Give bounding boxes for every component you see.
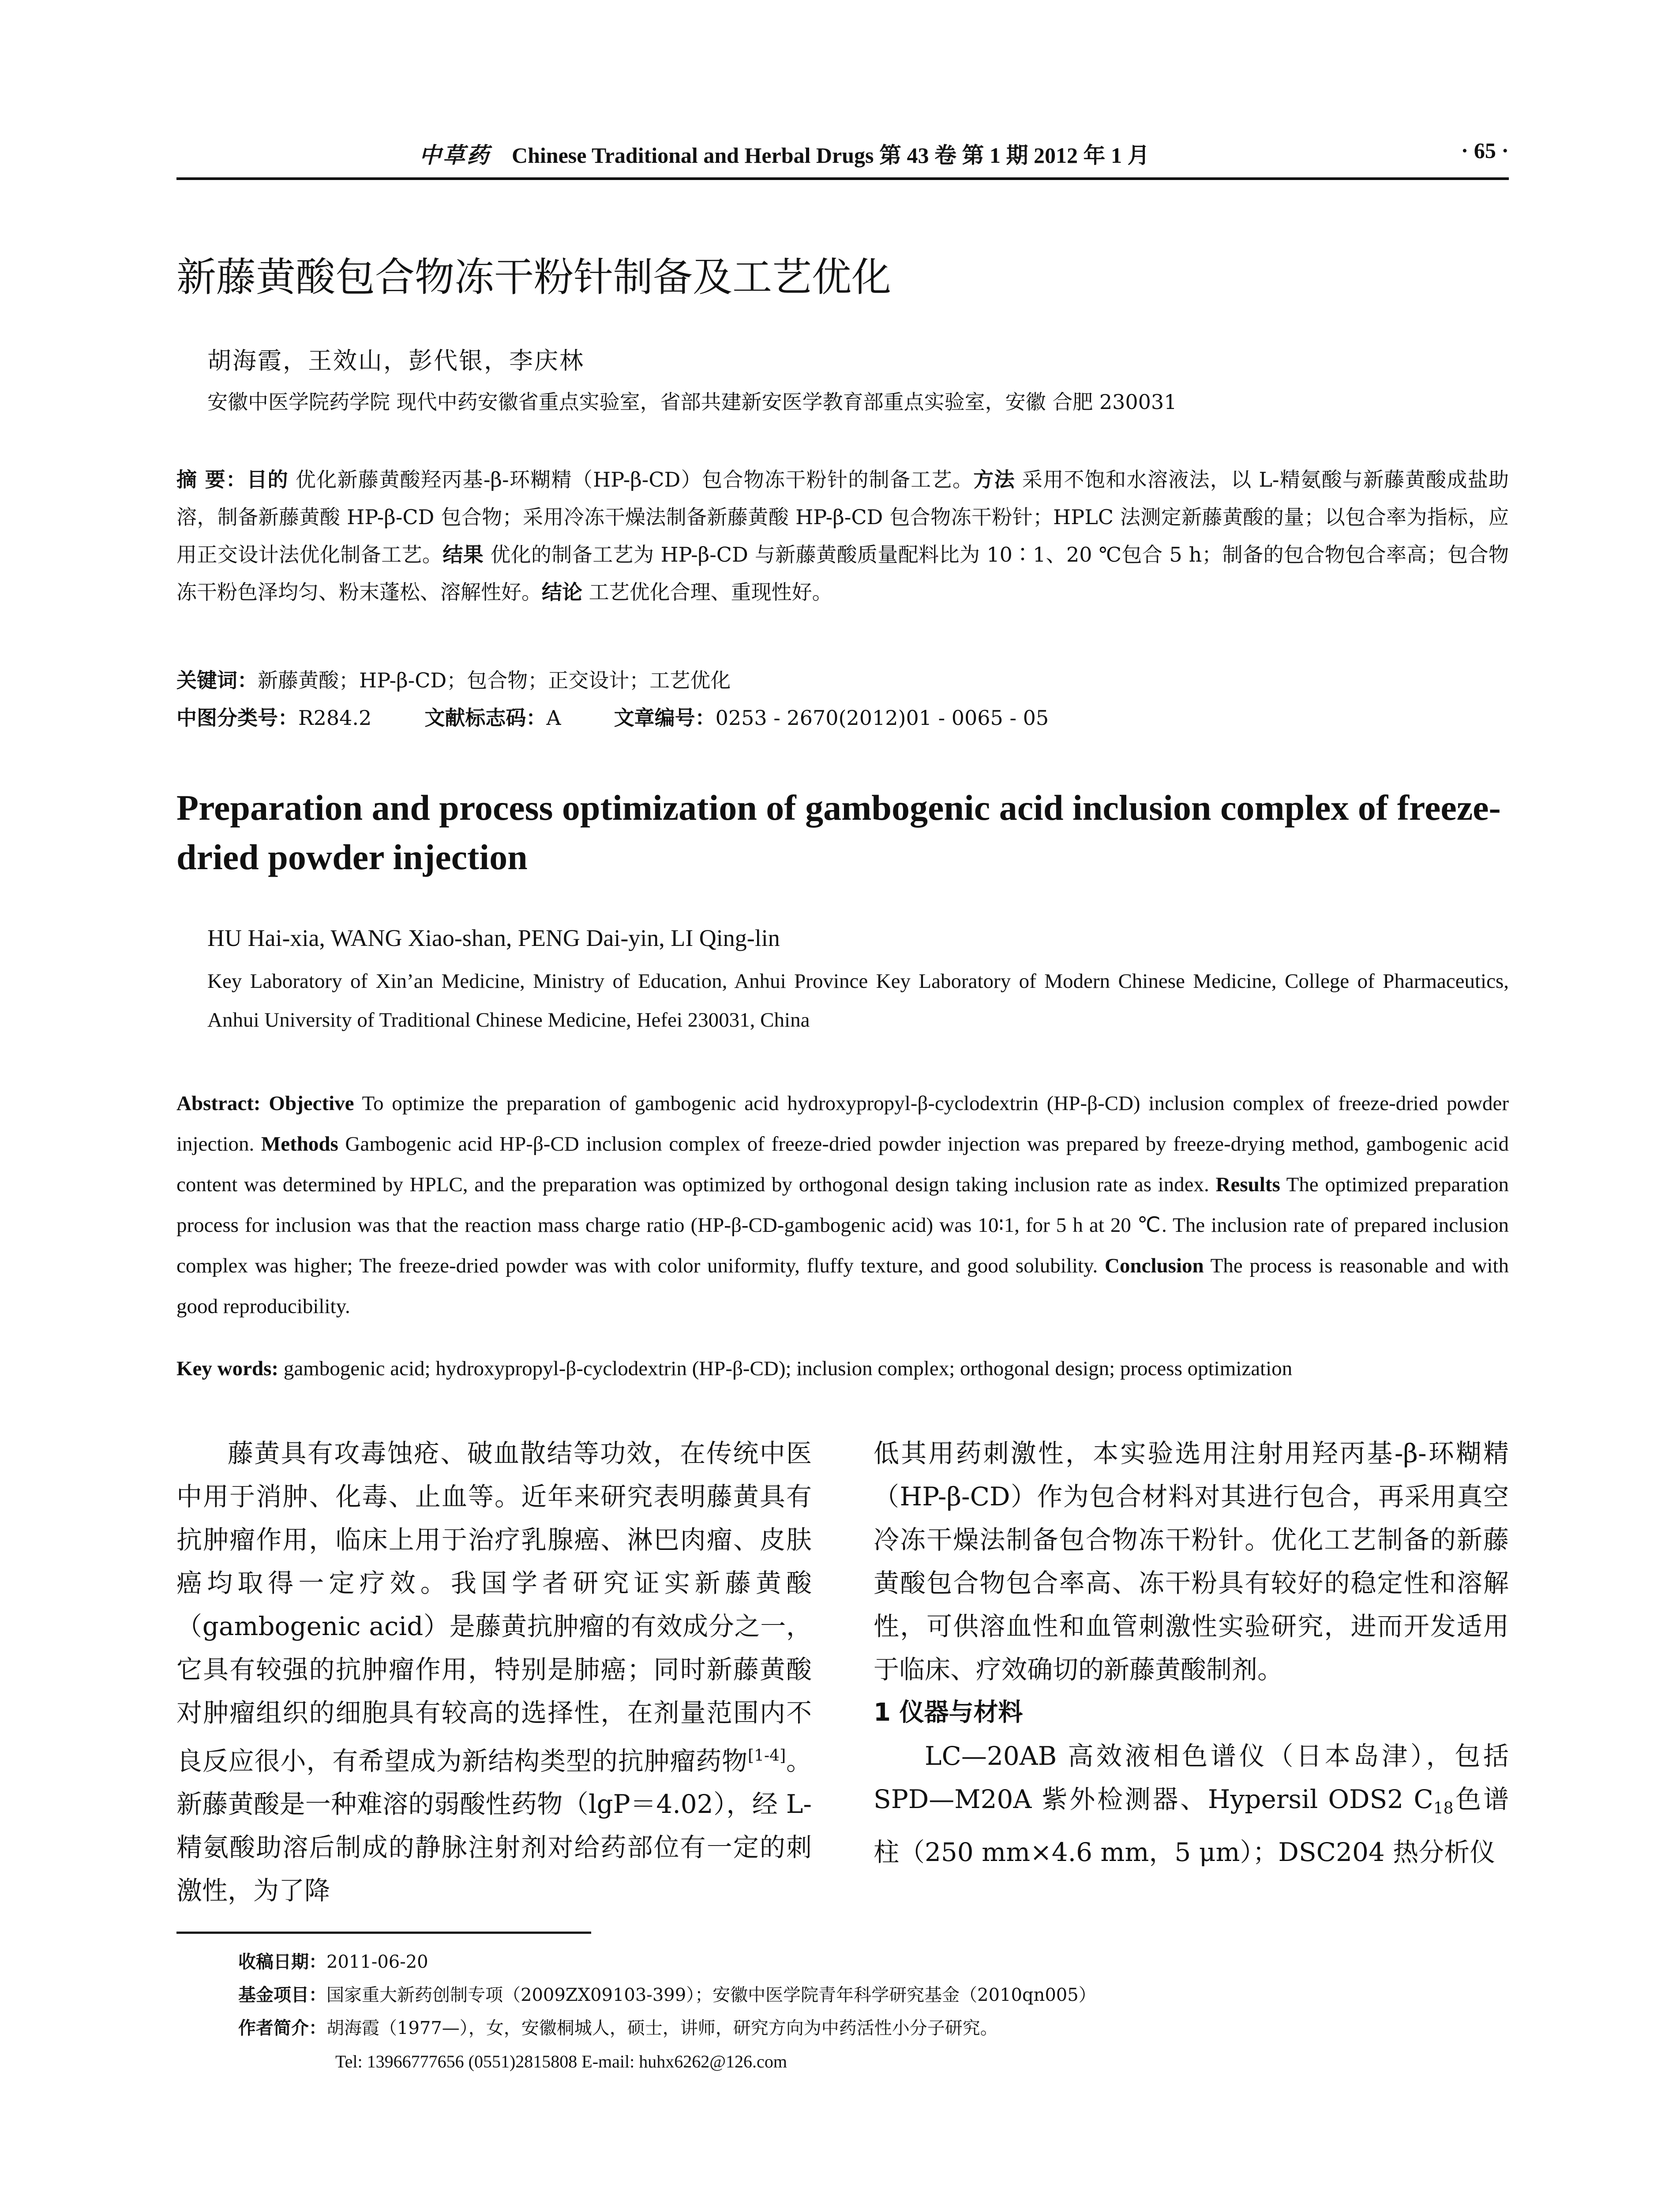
materials-text: LC—20AB 高效液相色谱仪（日本岛津），包括 SPD—M20A 紫外检测器、Hypersil ODS2 C [874,1741,1509,1814]
chinese-affiliation: 安徽中医学院药学院 现代中药安徽省重点实验室，省部共建新安医学教育部重点实验室，安徽 合肥 230031 [207,390,1177,414]
materials-text-tail: 色谱柱（250 mm×4.6 mm，5 μm）；DSC204 热分析仪 [874,1784,1509,1867]
english-authors: HU Hai-xia, WANG Xiao-shan, PENG Dai-yin, LI Qing-lin [207,925,780,951]
objective-label: 目的 [247,468,289,491]
en-keywords-label: Key words: [176,1357,279,1380]
subscript-18: 18 [1433,1799,1454,1818]
journal-logo: 中草药 [419,142,491,168]
clc-value: R284.2 [298,706,372,730]
classification-line [176,699,1049,737]
body-paragraph-continued: 低其用药刺激性，本实验选用注射用羟丙基-β-环糊精（HP-β-CD）作为包合材料对其进行包合，再采用真空冷冻干燥法制备包合物冻干粉针。优化工艺制备的新藤黄酸包合物包合率高、冻干粉具有较好的稳定性和溶解性，可供溶血性和血管刺激性实验研究，进而开发适用于临床、疗效确切的新藤黄酸制剂。 [874,1438,1509,1685]
results-text: 优化的制备工艺为 HP-β-CD 与新藤黄酸质量配料比为 10∶1、20 ℃包合 5 h；制备的包合物包合率高；包合物冻干粉色泽均匀、粉末蓬松、溶解性好。 [176,543,1509,604]
running-header [176,138,1509,173]
conclusion-text: 工艺优化合理、重现性好。 [582,580,832,604]
header-rule [176,177,1509,180]
contact-info: Tel: 13966777656 (0551)2815808 E-mail: huhx6262@126.com [335,2052,787,2071]
english-title: Preparation and process optimization of gambogenic acid inclusion complex of freeze-dried powder injection [176,788,1501,877]
body-right-column [874,1432,1509,1874]
intro-text: 藤黄具有攻毒蚀疮、破血散结等功效，在传统中医中用于消肿、化毒、止血等。近年来研究表明藤黄具有抗肿瘤作用，临床上用于治疗乳腺癌、淋巴肉瘤、皮肤癌均取得一定疗效。我国学者研究证实新藤黄酸（gambogenic acid）是藤黄抗肿瘤的有效成分之一，它具有较强的抗肿瘤作用，特别是肺癌；同时新藤黄酸对肿瘤组织的细胞具有较高的选择性，在剂量范围内不良反应很小，有希望成为新结构类型的抗肿瘤药物 [176,1438,812,1776]
english-keywords [176,1357,1509,1381]
methods-text: 采用不饱和水溶液法，以 L-精氨酸与新藤黄酸成盐助溶，制备新藤黄酸 HP-β-CD 包合物；采用冷冻干燥法制备新藤黄酸 HP-β-CD 包合物冻干粉针；HPLC 法测定新藤黄酸的量；以包合率为指标，应用正交设计法优化制备工艺。 [176,468,1509,567]
en-objective-text: To optimize the preparation of gambogenic acid hydroxypropyl-β-cyclodextrin (HP-β-CD) inclusion complex of freeze-dried powder injection. [176,1092,1509,1156]
keywords-label: 关键词： [176,668,258,692]
keywords-text: 新藤黄酸；HP-β-CD；包合物；正交设计；工艺优化 [258,668,731,692]
body-left-column [176,1432,812,1912]
chinese-abstract [176,461,1509,611]
english-affiliation: Key Laboratory of Xin’an Medicine, Ministry of Education, Anhui Province Key Laboratory of Modern Chinese Medicine, College of Pharmaceutics, Anhui University of Traditional Chinese Medicine, Hefei 230031, China [207,970,1509,1032]
en-results-text: The optimized preparation process for inclusion was that the reaction mass charge ratio (HP-β-CD-gambogenic acid) was 10∶1, for 5 h at 20 ℃. The inclusion rate of prepared inclusion complex was higher; The freeze-dried powder was with color uniformity, fluffy texture, and good solubility. [176,1173,1509,1277]
fund-info: 基金项目：国家重大新药创制专项（2009ZX09103-399）；安徽中医学院青年科学研究基金（2010qn005） [238,1985,1096,2005]
author-info: 作者简介：胡海霞（1977—），女，安徽桐城人，硕士，讲师，研究方向为中药活性小分子研究。 [238,2018,998,2038]
footnotes [238,1946,1096,2078]
results-label: 结果 [442,543,484,567]
english-abstract [176,1083,1509,1327]
chinese-title: 新藤黄酸包合物冻干粉针制备及工艺优化 [176,254,891,300]
article-no-label: 文章编号： [614,706,716,730]
doc-code-value: A [546,706,561,730]
conclusion-label: 结论 [542,580,582,604]
intro-text-tail: 。新藤黄酸是一种难溶的弱酸性药物（lgP＝4.02），经 L-精氨酸助溶后制成的静脉注射剂对给药部位有一定的刺激性，为了降 [176,1746,812,1906]
page-number: · 65 · [1461,138,1509,163]
en-results-label: Results [1215,1173,1280,1196]
objective-text: 优化新藤黄酸羟丙基-β-环糊精（HP-β-CD）包合物冻干粉针的制备工艺。 [288,468,974,491]
en-conclusion-text: The process is reasonable and with good reproducibility. [176,1254,1509,1318]
body-paragraph [176,1432,812,1912]
en-abstract-label: Abstract: Objective [176,1092,354,1115]
footnote-rule [176,1932,591,1934]
en-methods-text: Gambogenic acid HP-β-CD inclusion complex of freeze-dried powder injection was prepared by freeze-drying method, gambogenic acid content was determined by HPLC, and the preparation was optimized by orthogonal design taking inclusion rate as index. [176,1133,1509,1196]
methods-label: 方法 [973,468,1015,491]
en-keywords-text: gambogenic acid; hydroxypropyl-β-cyclodextrin (HP-β-CD); inclusion complex; orthogonal design; process optimization [278,1357,1293,1380]
en-methods-label: Methods [261,1133,338,1156]
doc-code-label: 文献标志码： [424,706,547,730]
section-heading: 1 仪器与材料 [874,1698,1023,1727]
citation-ref: [1-4] [748,1747,786,1765]
abstract-label: 摘 要： [176,468,247,491]
journal-info: Chinese Traditional and Herbal Drugs 第 43 卷 第 1 期 2012 年 1 月 [512,143,1150,168]
clc-label: 中图分类号： [176,706,298,730]
chinese-keywords [176,662,731,699]
article-no-value: 0253 - 2670(2012)01 - 0065 - 05 [715,706,1049,730]
chinese-authors: 胡海霞，王效山，彭代银，李庆林 [207,347,585,375]
materials-paragraph [874,1734,1509,1874]
en-conclusion-label: Conclusion [1104,1254,1204,1277]
received-date: 收稿日期：2011-06-20 [238,1952,428,1972]
